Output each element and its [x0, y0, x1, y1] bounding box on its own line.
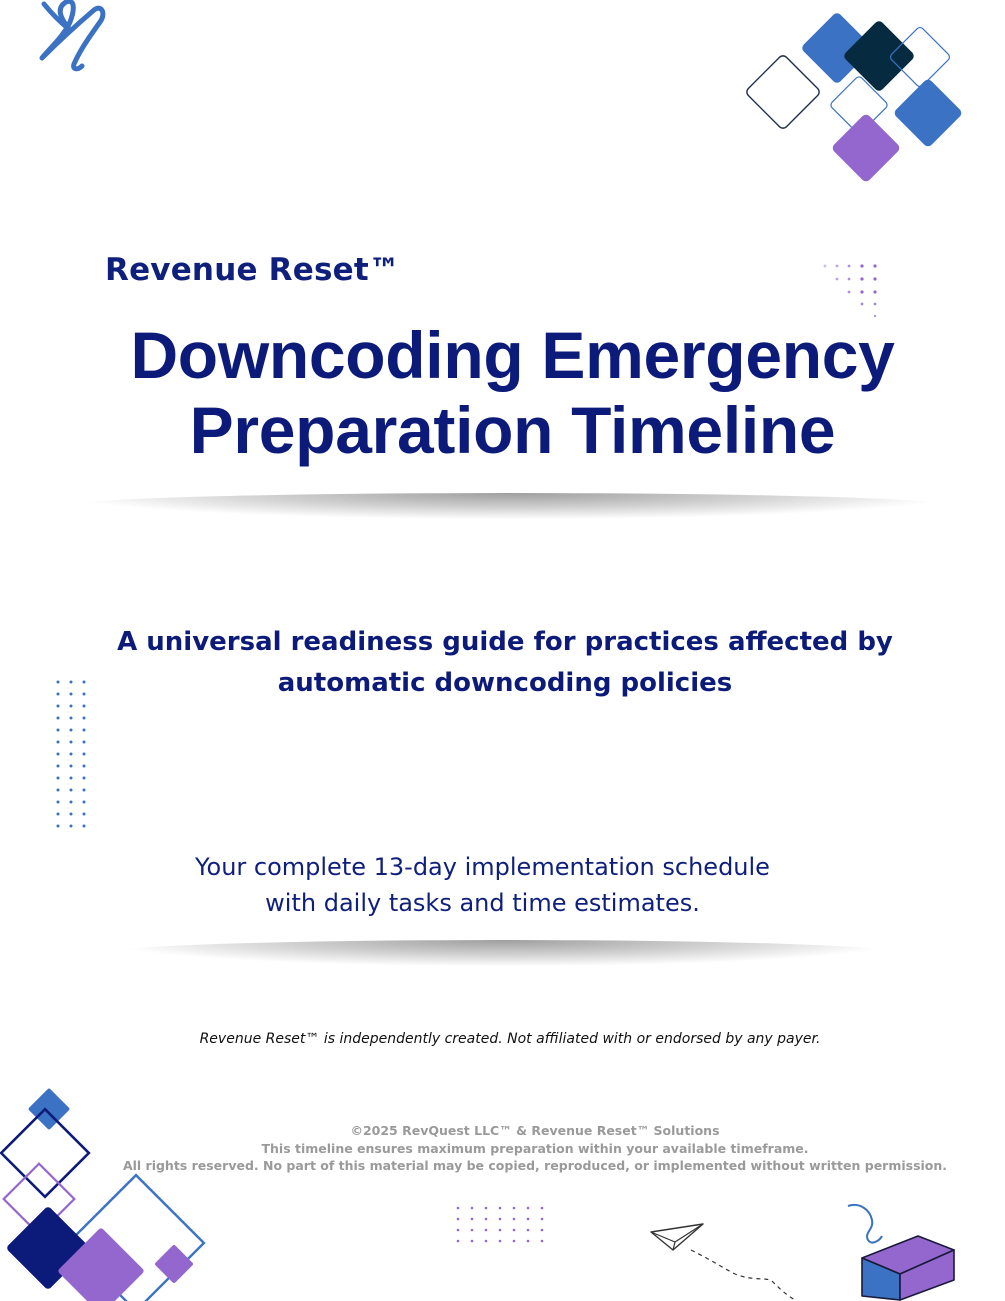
diamond-cluster-top: [738, 10, 970, 195]
shadow-divider: [65, 493, 955, 519]
shadow-divider: [108, 940, 898, 966]
dot-grid: [54, 678, 90, 834]
page-title: [40, 318, 985, 468]
schedule-line-1: Your complete 13-day implementation schedule: [195, 853, 770, 881]
paper-plane-icon: [645, 1220, 800, 1301]
footer-note: This timeline ensures maximum preparation within your available timeframe.: [261, 1140, 809, 1156]
footer-copyright: ©2025 RevQuest LLC™ & Revenue Reset™ Solutions: [350, 1123, 720, 1138]
schedule-text: [110, 849, 855, 921]
scribble-decoration: [30, 0, 110, 75]
disclaimer: Revenue Reset™ is independently created. Not affiliated with or endorsed by any payer.: [199, 1031, 821, 1047]
diamond-cluster-bottom: [0, 1080, 210, 1301]
brand-label: Revenue Reset™: [105, 252, 401, 288]
subtitle-line-2: automatic downcoding policies: [277, 668, 733, 698]
footer: [100, 1122, 970, 1175]
title-line-2: Preparation Timeline: [189, 393, 836, 467]
subtitle: [60, 622, 950, 704]
title-line-1: Downcoding Emergency: [130, 318, 895, 392]
box-icon: [842, 1200, 967, 1301]
subtitle-line-1: A universal readiness guide for practices affected by: [117, 627, 893, 657]
footer-rights: All rights reserved. No part of this material may be copied, reproduced, or implemented without written permission.: [122, 1158, 948, 1173]
schedule-line-2: with daily tasks and time estimates.: [265, 889, 700, 917]
dot-grid: [452, 1204, 552, 1248]
dot-grid: [820, 260, 886, 320]
